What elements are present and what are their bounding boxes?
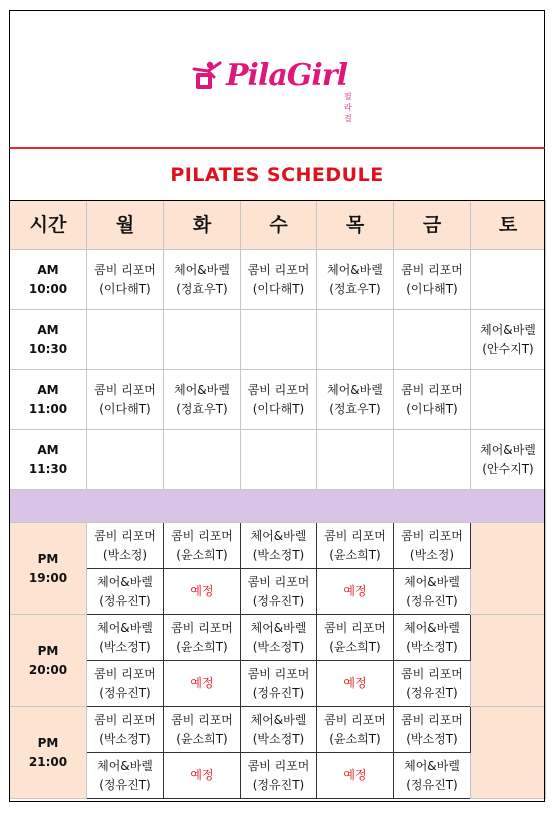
class-name: 콤비 리포머 [401,712,463,727]
class-cell [164,707,241,753]
time-cell [10,370,87,430]
instructor-name: (정효우T) [176,401,228,416]
class-name: 체어&바렐 [250,620,307,635]
class-name: 콤비 리포머 [247,574,310,589]
class-name: 콤비 리포머 [401,528,463,543]
class-name: 체어&바렐 [250,528,307,543]
time-label: 19:00 [28,570,68,585]
instructor-name: (박소정T) [252,639,305,654]
instructor-name: (윤소희T) [176,731,228,746]
class-cell [317,707,394,753]
class-name: 콤비 리포머 [94,262,156,277]
table-row [10,753,546,799]
time-cell [10,523,87,615]
logo-area [9,10,545,147]
class-cell [394,753,471,799]
scheduled-label: 예정 [343,676,367,690]
time-cell [10,615,87,707]
class-cell [471,310,546,370]
period-label: AM [37,322,59,337]
class-name: 콤비 리포머 [171,620,233,635]
period-label: PM [37,643,59,658]
brand-name: PilaGirl [226,58,348,93]
class-name: 콤비 리포머 [324,620,386,635]
class-cell [394,661,471,707]
class-cell [317,310,394,370]
class-cell [394,430,471,490]
class-name: 체어&바렐 [404,620,460,635]
brand-sub: 필라걸 [344,92,352,123]
header-day: 금 [394,201,471,250]
class-name: 체어&바렐 [97,620,153,635]
class-cell [317,370,394,430]
table-row [10,310,546,370]
separator-row [10,490,546,523]
class-cell [471,370,546,430]
class-cell [241,753,317,799]
empty-cell [471,615,546,707]
instructor-name: (정유진T) [99,685,151,700]
period-label: PM [37,735,59,750]
instructor-name: (정유진T) [99,593,151,608]
class-cell [317,569,394,615]
class-name: 콤비 리포머 [401,382,463,397]
class-cell [164,569,241,615]
class-cell [394,707,471,753]
header-day: 화 [164,201,241,250]
instructor-name: (정유진T) [406,593,458,608]
table-row [10,707,546,753]
class-name: 체어&바렐 [174,262,230,277]
class-cell [241,430,317,490]
class-cell [87,370,164,430]
class-name: 콤비 리포머 [94,382,156,397]
time-cell [10,430,87,490]
class-name: 체어&바렐 [97,574,153,589]
class-name: 체어&바렐 [327,382,383,397]
table-row [10,661,546,707]
instructor-name: (박소정T) [99,731,151,746]
instructor-name: (윤소희T) [176,639,228,654]
instructor-name: (정유진T) [252,685,305,700]
class-name: 체어&바렐 [97,758,153,773]
time-label: 11:00 [28,401,68,416]
instructor-name: (박소정T) [406,731,458,746]
instructor-name: (이다해T) [99,401,151,416]
header-day: 월 [87,201,164,250]
class-cell [87,615,164,661]
class-cell [394,310,471,370]
class-cell [241,523,317,569]
class-cell [87,569,164,615]
instructor-name: (박소정) [409,547,455,562]
instructor-name: (정유진T) [252,593,305,608]
period-label: PM [37,551,59,566]
class-cell [471,250,546,310]
class-name: 체어&바렐 [250,712,307,727]
time-label: 10:30 [28,341,68,356]
class-name: 체어&바렐 [174,382,230,397]
time-label: 10:00 [28,281,68,296]
table-row [10,615,546,661]
class-cell [241,569,317,615]
instructor-name: (정효우T) [329,281,381,296]
instructor-name: (정유진T) [406,685,458,700]
time-cell [10,250,87,310]
class-cell [164,370,241,430]
class-cell [87,250,164,310]
class-cell [87,523,164,569]
scheduled-label: 예정 [190,584,214,598]
class-name: 체어&바렐 [480,322,536,337]
header-day: 수 [241,201,317,250]
class-name: 콤비 리포머 [247,758,310,773]
table-row [10,370,546,430]
instructor-name: (윤소희T) [329,731,381,746]
header-row [10,201,546,250]
instructor-name: (정유진T) [406,777,458,792]
class-cell [241,370,317,430]
instructor-name: (박소정T) [252,547,305,562]
class-cell [164,523,241,569]
instructor-name: (윤소희T) [176,547,228,562]
instructor-name: (이다해T) [406,281,458,296]
class-cell [164,310,241,370]
class-cell [241,615,317,661]
class-cell [164,615,241,661]
class-name: 콤비 리포머 [401,262,463,277]
header-day: 토 [471,201,546,250]
class-name: 콤비 리포머 [324,712,386,727]
instructor-name: (이다해T) [252,401,305,416]
instructor-name: (안수지T) [482,341,534,356]
separator-cell [10,490,546,523]
class-cell [317,615,394,661]
table-row [10,523,546,569]
class-name: 체어&바렐 [404,758,460,773]
scheduled-label: 예정 [190,676,214,690]
instructor-name: (정효우T) [176,281,228,296]
class-cell [394,569,471,615]
class-cell [241,661,317,707]
schedule-title-row [9,147,545,200]
class-name: 콤비 리포머 [94,712,156,727]
time-cell [10,310,87,370]
instructor-name: (정유진T) [252,777,305,792]
class-name: 콤비 리포머 [94,666,156,681]
class-cell [394,615,471,661]
time-cell [10,707,87,799]
schedule-table [9,200,546,799]
page-title: PILATES SCHEDULE [170,163,384,186]
class-name: 체어&바렐 [480,442,536,457]
table-row [10,250,546,310]
class-cell [87,661,164,707]
scheduled-label: 예정 [343,768,367,782]
instructor-name: (이다해T) [99,281,151,296]
class-cell [317,250,394,310]
instructor-name: (이다해T) [252,281,305,296]
class-cell [317,753,394,799]
class-name: 체어&바렐 [404,574,460,589]
class-cell [394,250,471,310]
class-cell [241,310,317,370]
time-label: 11:30 [28,461,68,476]
class-cell [164,753,241,799]
scheduled-label: 예정 [343,584,367,598]
class-name: 콤비 리포머 [324,528,386,543]
class-cell [241,250,317,310]
class-name: 콤비 리포머 [247,382,310,397]
class-cell [87,310,164,370]
class-cell [87,753,164,799]
class-name: 콤비 리포머 [247,666,310,681]
class-cell [394,370,471,430]
instructor-name: (윤소희T) [329,547,381,562]
instructor-name: (윤소희T) [329,639,381,654]
class-cell [317,523,394,569]
header-time: 시간 [10,201,87,250]
time-label: 21:00 [28,754,68,769]
class-name: 체어&바렐 [327,262,383,277]
table-row [10,430,546,490]
scheduled-label: 예정 [190,768,214,782]
class-cell [317,661,394,707]
class-name: 콤비 리포머 [401,666,463,681]
instructor-name: (정효우T) [329,401,381,416]
instructor-name: (안수지T) [482,461,534,476]
instructor-name: (박소정T) [406,639,458,654]
class-cell [471,430,546,490]
class-cell [164,661,241,707]
class-cell [241,707,317,753]
class-name: 콤비 리포머 [247,262,310,277]
empty-cell [471,707,546,799]
pilates-figure-icon [190,59,226,93]
instructor-name: (박소정T) [99,639,151,654]
class-name: 콤비 리포머 [94,528,156,543]
instructor-name: (박소정) [102,547,148,562]
instructor-name: (박소정T) [252,731,305,746]
class-cell [87,430,164,490]
period-label: AM [37,442,59,457]
instructor-name: (정유진T) [99,777,151,792]
class-cell [164,430,241,490]
period-label: AM [37,382,59,397]
instructor-name: (이다해T) [406,401,458,416]
class-cell [87,707,164,753]
class-cell [394,523,471,569]
time-label: 20:00 [28,662,68,677]
table-row [10,569,546,615]
brand-logo [190,58,352,123]
class-cell [317,430,394,490]
header-day: 목 [317,201,394,250]
class-name: 콤비 리포머 [171,528,233,543]
empty-cell [471,523,546,615]
period-label: AM [37,262,59,277]
class-name: 콤비 리포머 [171,712,233,727]
class-cell [164,250,241,310]
